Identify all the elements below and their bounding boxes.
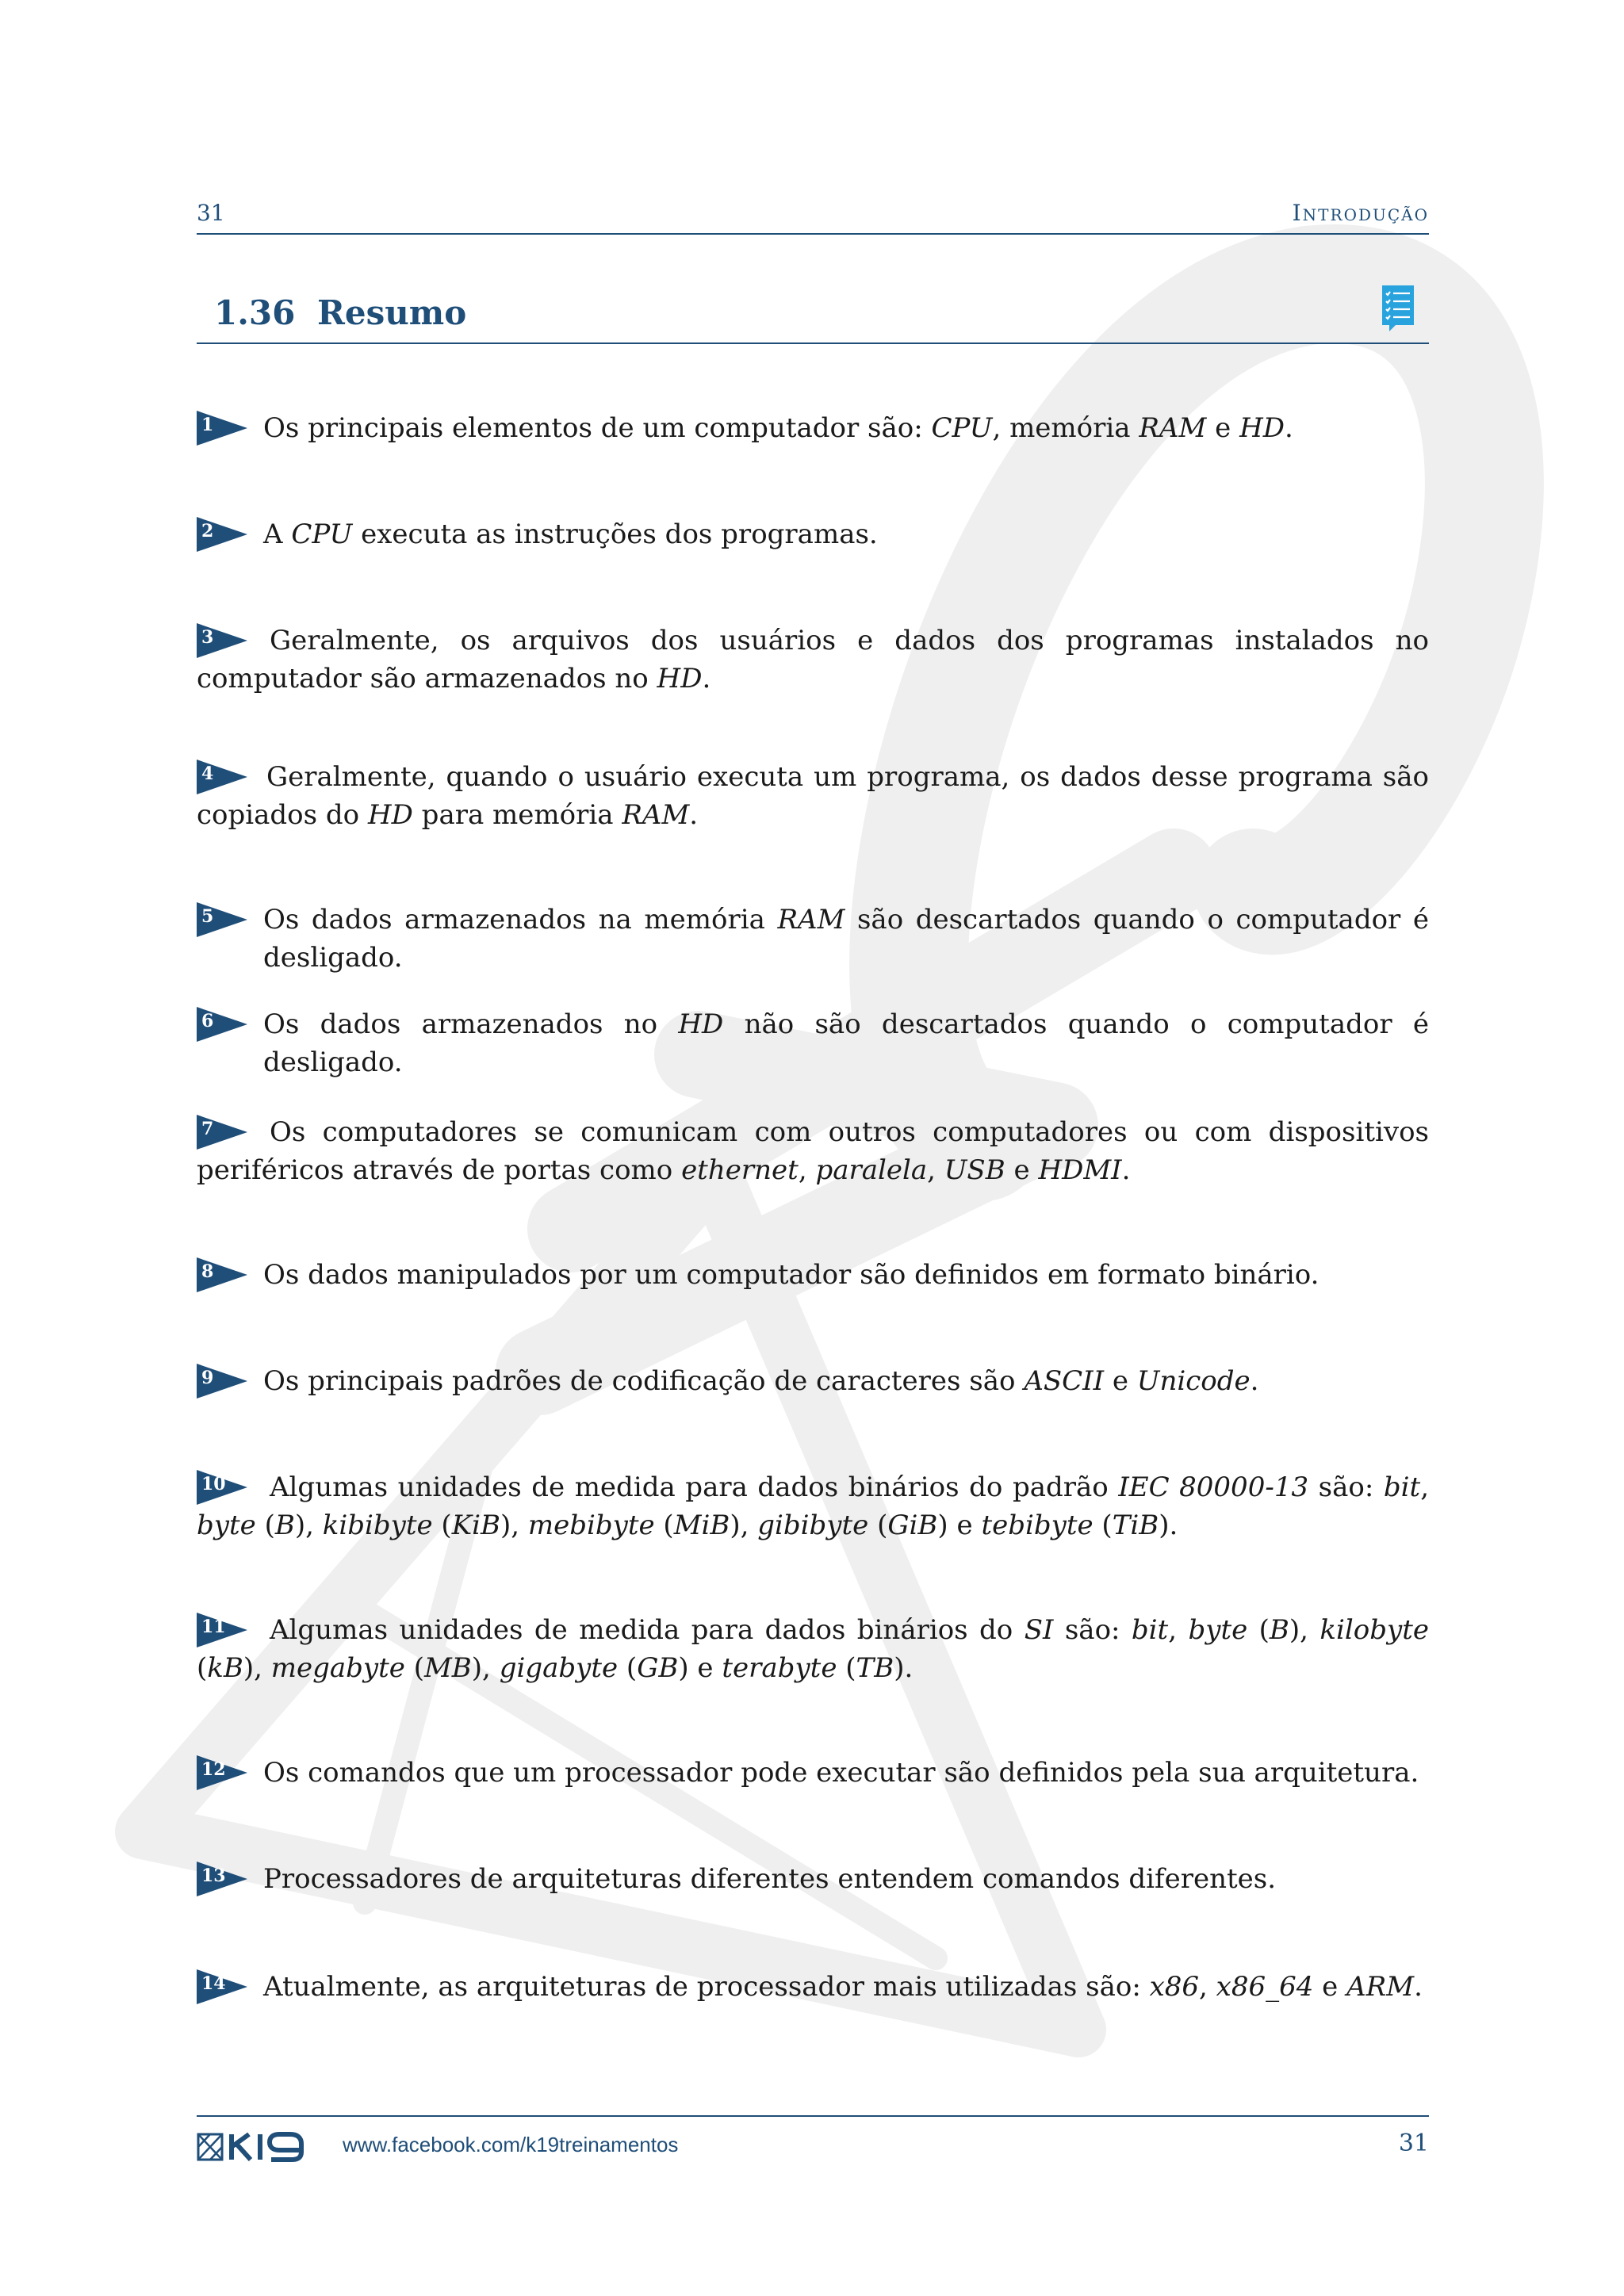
list-item — [197, 1968, 1429, 2006]
list-item — [197, 1113, 1429, 1189]
list-item — [197, 1754, 1429, 1792]
item-number: 11 — [201, 1617, 226, 1637]
item-number: 10 — [201, 1474, 226, 1494]
item-text: Processadores de arquiteturas diferentes entendem comandos diferentes. — [263, 1863, 1277, 1895]
list-item — [197, 1860, 1429, 1898]
running-header — [197, 197, 1429, 235]
list-item — [197, 1468, 1429, 1544]
list-item — [197, 901, 1429, 977]
item-text: Os principais padrões de codificação de caracteres são ASCII e Unicode. — [263, 1365, 1259, 1397]
header-chapter-title: Introdução — [1292, 200, 1429, 226]
section-title: Resumo — [317, 293, 467, 332]
item-number-badge — [197, 1755, 247, 1790]
item-text: A CPU executa as instruções dos programas. — [263, 519, 878, 550]
item-number: 7 — [201, 1119, 214, 1139]
item-text: Algumas unidades de medida para dados binários do SI são: bit, byte (B), kilobyte (kB), megabyte (MB), gigabyte (GB) e terabyte (TB). — [197, 1614, 1429, 1684]
item-number-badge — [197, 1115, 247, 1150]
item-number: 6 — [201, 1011, 214, 1031]
item-text: Os dados armazenados na memória RAM são descartados quando o computador é desligado. — [263, 904, 1429, 974]
list-item — [197, 515, 1429, 553]
item-number: 5 — [201, 906, 214, 927]
section-heading — [197, 285, 1429, 344]
item-text: Geralmente, os arquivos dos usuários e dados dos programas instalados no computador são armazenados no HD. — [197, 625, 1429, 695]
item-number: 3 — [201, 627, 214, 648]
checklist-icon — [1380, 282, 1416, 331]
item-number-badge — [197, 760, 247, 794]
item-text: Os dados manipulados por um computador são definidos em formato binário. — [263, 1259, 1320, 1291]
item-text: Os computadores se comunicam com outros computadores ou com dispositivos periféricos através de portas como ethernet, paralela, USB e HDMI. — [197, 1116, 1429, 1186]
item-number: 1 — [201, 415, 214, 435]
item-number: 9 — [201, 1368, 214, 1388]
page-footer — [197, 2115, 1429, 2164]
header-page-number: 31 — [197, 200, 225, 226]
item-number-badge — [197, 1969, 247, 2004]
item-number: 14 — [201, 1973, 226, 1994]
item-number-badge — [197, 411, 247, 446]
item-number: 8 — [201, 1261, 214, 1282]
list-item — [197, 409, 1429, 447]
list-item — [197, 1256, 1429, 1294]
k19-logo — [197, 2131, 320, 2163]
item-number-badge — [197, 1364, 247, 1399]
item-number-badge — [197, 1007, 247, 1042]
item-number: 2 — [201, 521, 214, 541]
list-item — [197, 1362, 1429, 1400]
item-text: Os dados armazenados no HD não são descartados quando o computador é desligado. — [263, 1008, 1429, 1078]
item-number-badge — [197, 1613, 247, 1647]
item-text: Algumas unidades de medida para dados binários do padrão IEC 80000-13 são: bit, byte (B), kibibyte (KiB), mebibyte (MiB), gibibyte (GiB) e tebibyte (TiB). — [197, 1471, 1429, 1541]
facebook-link[interactable]: www.facebook.com/k19treinamentos — [343, 2133, 679, 2156]
footer-page-number: 31 — [1398, 2130, 1429, 2157]
item-text: Geralmente, quando o usuário executa um programa, os dados desse programa são copiados do HD para memória RAM. — [197, 761, 1429, 831]
item-number-badge — [197, 1470, 247, 1505]
item-number-badge — [197, 1257, 247, 1292]
list-item — [197, 1005, 1429, 1081]
section-number: 1.36 — [214, 293, 296, 332]
item-number-badge — [197, 1862, 247, 1896]
item-number-badge — [197, 517, 247, 552]
item-number-badge — [197, 623, 247, 658]
item-number-badge — [197, 902, 247, 937]
item-number: 12 — [201, 1759, 226, 1780]
item-text: Atualmente, as arquiteturas de processador mais utilizadas são: x86, x86_64 e ARM. — [263, 1971, 1423, 2003]
list-item — [197, 622, 1429, 698]
item-text: Os comandos que um processador pode executar são definidos pela sua arquitetura. — [263, 1757, 1419, 1789]
item-text: Os principais elementos de um computador são: CPU, memória RAM e HD. — [263, 412, 1293, 444]
item-number: 4 — [201, 763, 214, 784]
list-item — [197, 758, 1429, 834]
list-item — [197, 1611, 1429, 1687]
item-number: 13 — [201, 1866, 226, 1886]
